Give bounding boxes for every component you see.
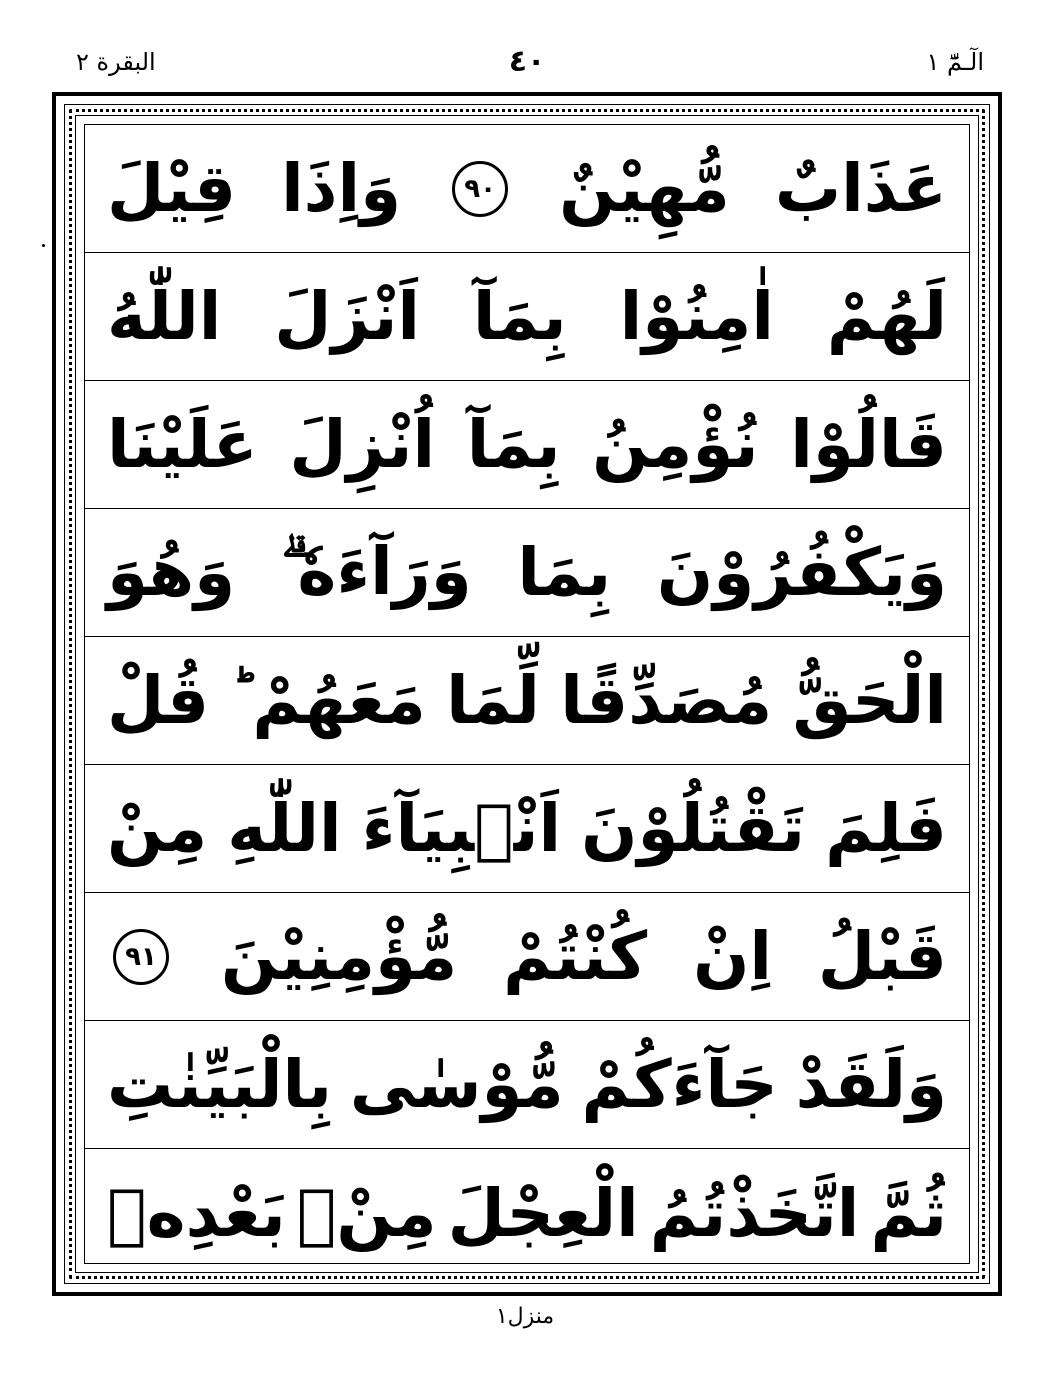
verse-word: بِالْبَيِّنٰتِ [107, 1046, 333, 1123]
verse-word: لَهُمْ [826, 278, 947, 355]
verse-word: بِمَآ [472, 278, 567, 355]
surah-name-label: البقرة ٢ [76, 48, 156, 76]
ayah-number-marker: ٩٠ [452, 161, 508, 217]
verse-text-area [84, 124, 970, 1264]
verse-word: بَعْدِهٖ [107, 1174, 286, 1252]
verse-word: وَيَكْفُرُوْنَ [656, 534, 947, 611]
verse-word: وَاِذَا [281, 150, 402, 227]
verse-line [85, 1149, 969, 1277]
page-header [52, 44, 1002, 90]
verse-line [85, 509, 969, 637]
verse-word: وَهُوَ [107, 534, 236, 611]
verse-word: وَلَقَدْ [795, 1046, 947, 1123]
verse-word: اَنْزَلَ [274, 278, 421, 355]
verse-word: قِيْلَ [107, 150, 237, 227]
verse-word: قُلْ [107, 662, 210, 739]
verse-word: الْحَقُّ [792, 662, 947, 739]
verse-word: فَلِمَ [825, 790, 947, 867]
verse-word: الْعِجْلَ [447, 1174, 639, 1252]
verse-word: وَرَآءَهٗ ۗ [280, 533, 472, 610]
verse-word: اتَّخَذْتُمُ [649, 1174, 860, 1252]
verse-word: مَعَهُمْ ؕ [229, 662, 426, 739]
verse-word: اللّٰهُ [107, 278, 222, 355]
verse-word: نُؤْمِنُ [592, 406, 759, 483]
verse-word: مِنْۢ [296, 1174, 437, 1252]
verse-word: بِمَآ [466, 406, 561, 483]
verse-word: مُّؤْمِنِيْنَ [220, 918, 458, 995]
verse-word: اِنْ [693, 918, 773, 995]
verse-line [85, 637, 969, 765]
verse-word: مِنْ [107, 790, 208, 867]
verse-word: قَالُوْا [790, 406, 947, 483]
verse-word: مُّوْسٰى [349, 1046, 564, 1123]
verse-line [85, 125, 969, 253]
verse-word: عَذَابٌ [774, 150, 947, 227]
page-frame [52, 92, 1002, 1296]
verse-word: كُنْتُمْ [503, 918, 648, 995]
verse-line [85, 893, 969, 1021]
verse-word: مُّهِيْنٌ [559, 150, 730, 227]
verse-word: ثُمَّ [870, 1174, 947, 1252]
verse-word: عَلَيْنَا [107, 406, 258, 483]
verse-line [85, 381, 969, 509]
verse-word: لِّمَا [446, 662, 540, 739]
verse-word: اللّٰهِ [227, 790, 342, 867]
stray-dot [42, 244, 45, 247]
verse-word: اٰمِنُوْا [619, 278, 775, 355]
ayah-number-marker: ٩١ [113, 929, 169, 985]
verse-line [85, 1021, 969, 1149]
verse-word: تَقْتُلُوْنَ [581, 790, 806, 867]
verse-line [85, 765, 969, 893]
verse-word: مُصَدِّقًا [560, 662, 773, 739]
verse-word: اَنْۢبِيَآءَ [361, 790, 562, 867]
page-number: ٤٠ [508, 44, 546, 79]
verse-word: جَآءَكُمْ [581, 1046, 778, 1123]
verse-word: قَبْلُ [817, 918, 947, 995]
verse-word: بِمَا [517, 534, 612, 611]
juz-name-label: الٓـمّٓ ١ [926, 48, 984, 76]
manzil-footer: منزل١ [495, 1304, 555, 1329]
verse-word: اُنْزِلَ [289, 406, 436, 483]
verse-line [85, 253, 969, 381]
